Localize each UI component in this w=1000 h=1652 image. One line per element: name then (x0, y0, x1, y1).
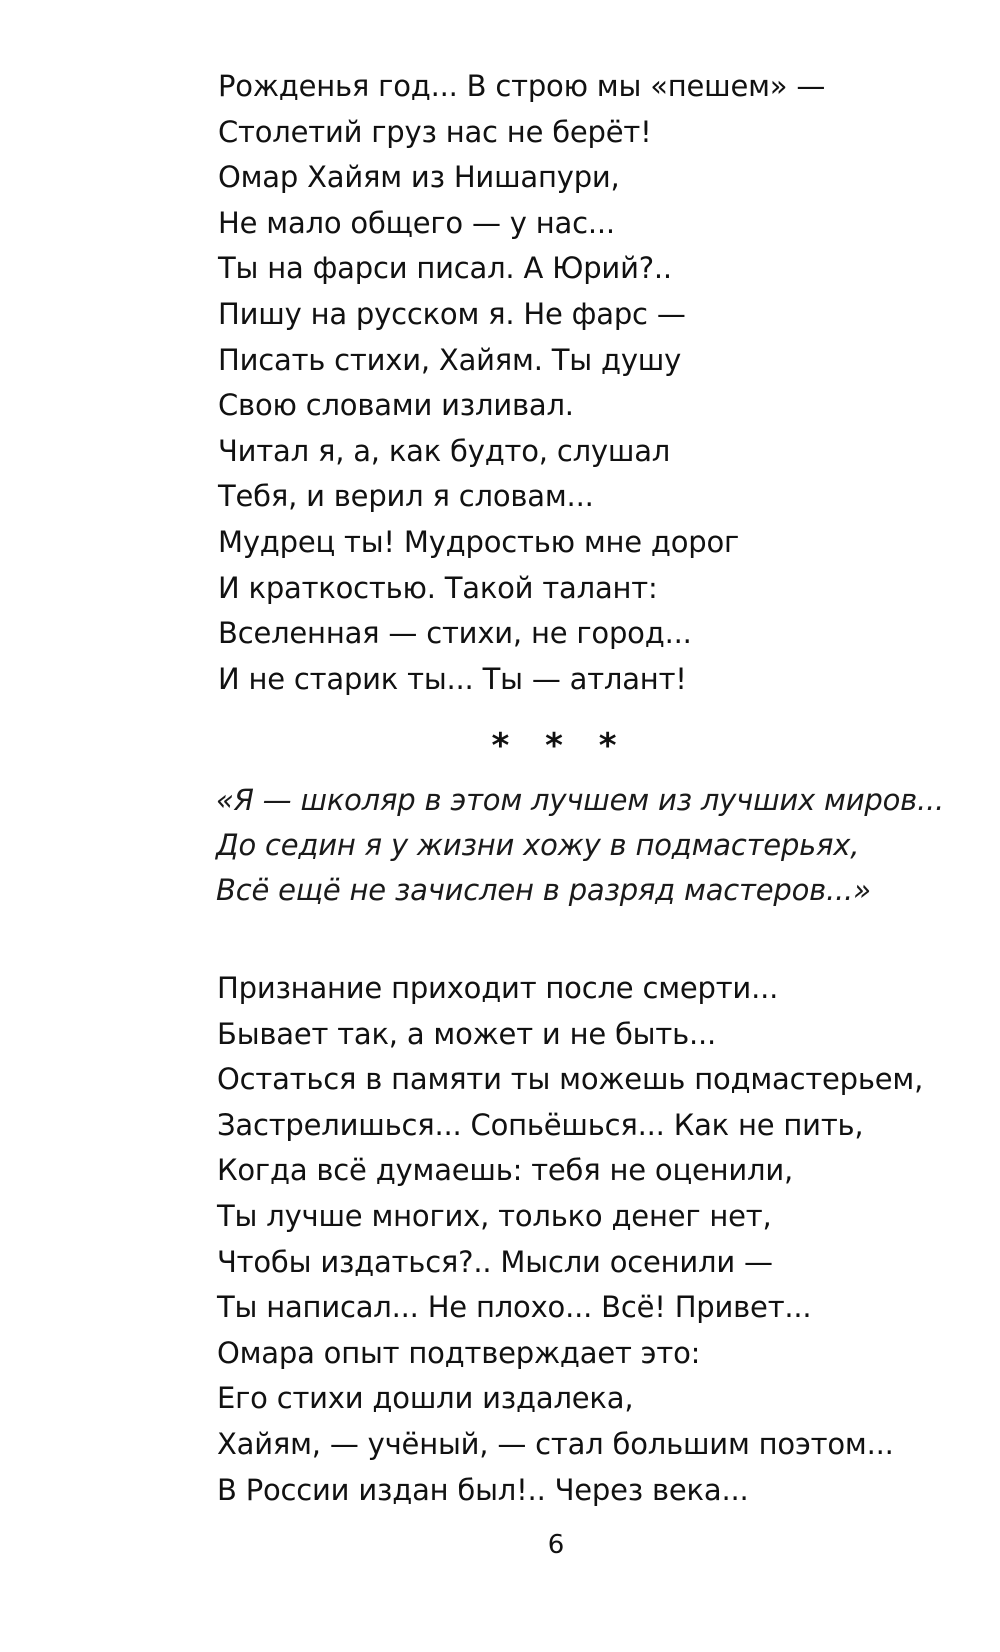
poem-line: Писать стихи, Хайям. Ты душу (218, 342, 682, 377)
poem-line: Бывает так, а может и не быть... (217, 1016, 717, 1051)
poem-line: Омара опыт подтверждает это: (217, 1335, 701, 1370)
poem-line: Читал я, а, как будто, слушал (218, 433, 671, 468)
poem-2 (217, 966, 923, 1513)
poem-line: Ты написал... Не плохо... Всё! Привет... (217, 1290, 812, 1325)
epigraph-line: «Я — школяр в этом лучшем из лучших миров... (216, 783, 945, 817)
poem-line: В России издан был!.. Через века... (217, 1472, 749, 1507)
page-number: 6 (547, 1530, 565, 1560)
poem-line: Его стихи дошли издалека, (217, 1381, 634, 1416)
poem-line: Чтобы издаться?.. Мысли осенили — (217, 1244, 773, 1279)
poem-line: Застрелишься... Сопьёшься... Как не пить, (217, 1107, 864, 1142)
section-divider: * * * (491, 726, 629, 766)
poem-line: И краткостью. Такой талант: (218, 570, 658, 605)
poem-line: Пишу на русском я. Не фарс — (218, 296, 686, 331)
poem-line: Столетий груз нас не берёт! (218, 114, 652, 149)
poem-1 (218, 64, 825, 702)
poem-line: Признание приходит после смерти... (217, 971, 779, 1005)
epigraph-line: До седин я у жизни хожу в подмастерьях, (216, 828, 860, 862)
poem-line: Ты на фарси писал. А Юрий?.. (218, 251, 672, 286)
epigraph (216, 778, 944, 913)
poem-line: Вселенная — стихи, не город... (218, 616, 692, 651)
poem-line: Ты лучше многих, только денег нет, (217, 1198, 772, 1233)
poem-line: Когда всё думаешь: тебя не оценили, (217, 1153, 794, 1188)
poem-line: Хайям, — учёный, — стал большим поэтом... (217, 1426, 894, 1461)
poem-line: Рожденья год... В строю мы «пешем» — (218, 69, 826, 103)
poem-line: Омар Хайям из Нишапури, (218, 160, 620, 195)
epigraph-line: Всё ещё не зачислен в разряд мастеров...» (216, 873, 871, 907)
poem-line: Мудрец ты! Мудростью мне дорог (218, 524, 740, 559)
poem-line: И не старик ты... Ты — атлант! (218, 661, 687, 696)
poem-line: Тебя, и верил я словам... (218, 479, 594, 514)
poem-line: Остаться в памяти ты можешь подмастерьем, (217, 1062, 924, 1097)
poem-line: Не мало общего — у нас... (218, 205, 615, 240)
poem-line: Свою словами изливал. (218, 388, 574, 423)
